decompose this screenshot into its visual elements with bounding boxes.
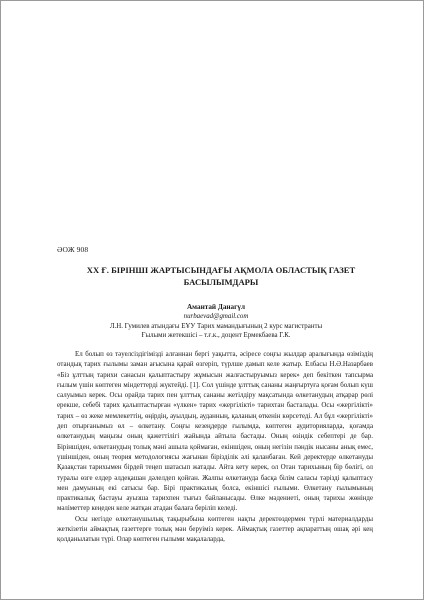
article-title: XX Ғ. БІРІНШІ ЖАРТЫСЫНДАҒЫ АҚМОЛА ОБЛАСТЫҚ ГАЗЕТ БАСЫЛЫМДАРЫ [86, 265, 356, 287]
author-name: Амантай Данагүл [186, 303, 246, 311]
body-paragraph: Осы негізде өлкетанушылық тақырыбына көптеген нақты деректөздермен түрлі материалдарды жеткізетін аймақтық газеттерге толық мән беруіміз керек. Аймақтық газеттер ақпараттың ошақ әрі кең қолданылатын түрі. Олар көптеген ғылыми мақалаларда, [57, 515, 373, 544]
article-body [57, 350, 373, 546]
body-paragraph: Ел болып өз тәуелсіздігімізді алғаннан бергі уақытта, әсіресе соңғы жылдар аралығында өзіміздің отандық тарих ғылымы заман ағысына қарай өзгеріп, түрлше дамып келе жатыр. Елбасы Н.Ә.Назарбаев «Біз ұлттың тарихи санасын қалыптастыру жұмысын жалғастыруымыз керек» деп бекіткен тапсырма ғылым үшін көптеген міндеттерді жүктейді. [1]. Сол үшінде ұлттық сананы жаңғыртуға қоғам болып күш салуымыз керек. Осы орайда тарих пен ұлттық сананы жетілдіру мақсатында өлкетанудың атқарар рөлі ерекше, себебі тарих қалыптастырған «үлкен» тарих «жергілікті» тарихтан басталады. Осы «жергілікті» тарих – өз жеке мемлекеттің, өңірдің, ауылдың, ауданның, қаланың өткенін көрсетеді. Ал бұл «жергілікті» деп отырғанымыз өл – өлкетану. Соңғы кезеңдерде ғылымда, көптеген аудиторияларда, қоғамда өлкетанудың маңызы оның қажеттілігі жайында айтыла бастады. Оның өзіндік себептері де бар. Біріншіден, өлкетанудың толық мәні ашыла қоймаған, екіншіден, оның негізін пәндік нысаны анық емес, үшіншіден, оның теория методологиясы жағынан бірізділік әлі қаланбаған. Кей деректерде өлкетануды Қазақстан тарихымен бірдей теңеп шатасып жатады. Айта кету керек, ол Отан тарихының бір бөлігі, ол туралы өзге елдер әлдеқашан дәлелдеп қойған. Жалпы өлкетануда басқа білім салаcы тәрізді қалыптасу мен дамуының екі сатысы бар. Бірі практикалық болса, екіншісі ғылыми. Өлкетану ғылымының практикалық бастауы ауызша тарихпен тығыз байланысады. Өлке мәдениеті, оның тарихы жөнінде мәліметтер кеңеден келе жатқан атадан балаға беріліп келеді. [57, 351, 373, 513]
udc-code: ӘОЖ 908 [57, 245, 89, 254]
author-email: nurbaevad@gmail.com [183, 313, 249, 321]
author-affiliation: Л.Н. Гумилев атындағы ЕҰУ Тарих мамандығының 2 курс магистранты [109, 322, 323, 330]
scientific-supervisor: Ғылыми жетекшісі – т.ғ.к., доцент Ермекбаева Г.К. [141, 332, 291, 340]
author-block [51, 303, 381, 341]
